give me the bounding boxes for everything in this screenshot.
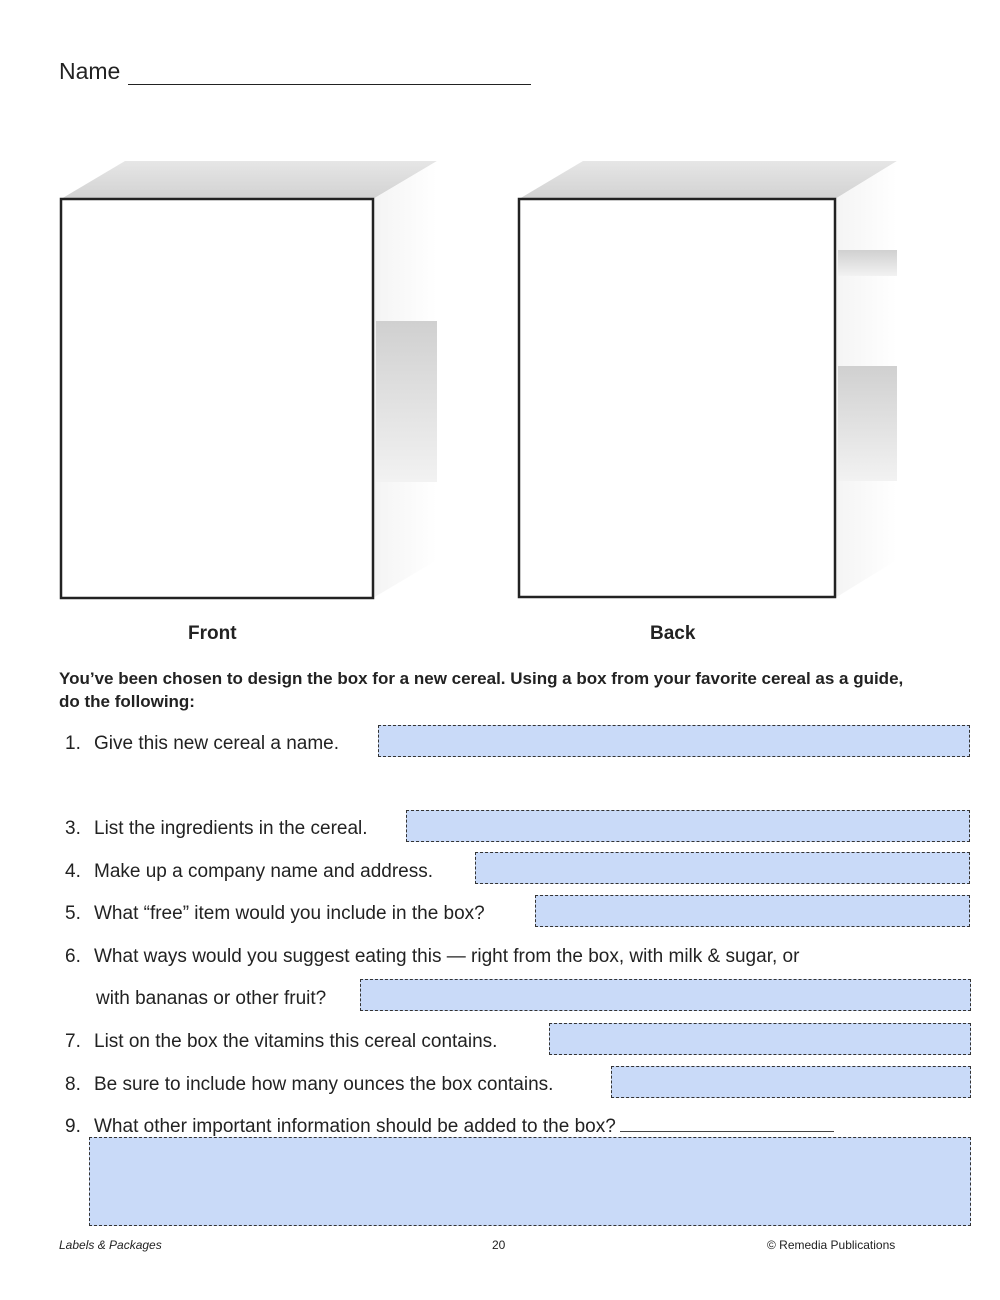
instructions: You’ve been chosen to design the box for a new cereal. Using a box from your favorite cereal as a guide, do the following: — [59, 669, 904, 711]
question-text: What ways would you suggest eating this — right from the box, with milk & sugar, or — [94, 946, 800, 967]
front-caption: Front — [188, 623, 237, 644]
back-box-face[interactable] — [519, 199, 835, 597]
back-box — [519, 161, 897, 598]
question-4 — [65, 861, 433, 883]
answer-field-4[interactable] — [475, 852, 970, 884]
question-number: 6. — [65, 946, 81, 967]
question-text: Give this new cereal a name. — [94, 733, 340, 754]
footer-book-title: Labels & Packages — [59, 1238, 162, 1252]
answer-field-3[interactable] — [406, 810, 970, 842]
back-box-top — [519, 161, 897, 199]
front-box — [61, 161, 437, 598]
answer-blank-line-9[interactable] — [620, 1130, 834, 1132]
name-label: Name — [59, 58, 121, 84]
answer-field-5[interactable] — [535, 895, 970, 927]
question-text: List the ingredients in the cereal. — [94, 818, 368, 839]
question-text: What other important information should be added to the box? — [94, 1116, 616, 1137]
question-5 — [65, 903, 485, 925]
back-box-side-band — [838, 366, 897, 481]
front-box-face[interactable] — [61, 199, 373, 598]
question-text: List on the box the vitamins this cereal contains. — [94, 1031, 498, 1052]
back-box-side-band-upper — [838, 250, 897, 276]
answer-field-7[interactable] — [549, 1023, 971, 1055]
back-caption: Back — [650, 623, 696, 644]
front-box-top — [61, 161, 437, 199]
cereal-box-illustrations — [0, 0, 1000, 620]
question-6-continuation: with bananas or other fruit? — [96, 988, 327, 1009]
question-text: Make up a company name and address. — [94, 861, 434, 882]
answer-field-9[interactable] — [89, 1137, 971, 1226]
question-3 — [65, 818, 368, 840]
question-9 — [65, 1116, 834, 1138]
answer-field-8[interactable] — [611, 1066, 971, 1098]
answer-field-6[interactable] — [360, 979, 971, 1011]
question-1 — [65, 733, 339, 755]
front-box-side-band — [376, 321, 437, 482]
question-6 — [65, 946, 799, 968]
page-number: 20 — [492, 1238, 506, 1252]
question-number: 8. — [65, 1074, 81, 1095]
question-number: 7. — [65, 1031, 81, 1052]
question-number: 4. — [65, 861, 81, 882]
answer-field-1[interactable] — [378, 725, 970, 757]
question-8 — [65, 1074, 553, 1096]
question-number: 9. — [65, 1116, 81, 1137]
footer-publisher: © Remedia Publications — [767, 1238, 896, 1252]
question-7 — [65, 1031, 497, 1053]
question-number: 1. — [65, 733, 81, 754]
question-number: 5. — [65, 903, 81, 924]
question-text: What “free” item would you include in the box? — [94, 903, 485, 924]
question-text: Be sure to include how many ounces the box contains. — [94, 1074, 554, 1095]
question-number: 3. — [65, 818, 81, 839]
